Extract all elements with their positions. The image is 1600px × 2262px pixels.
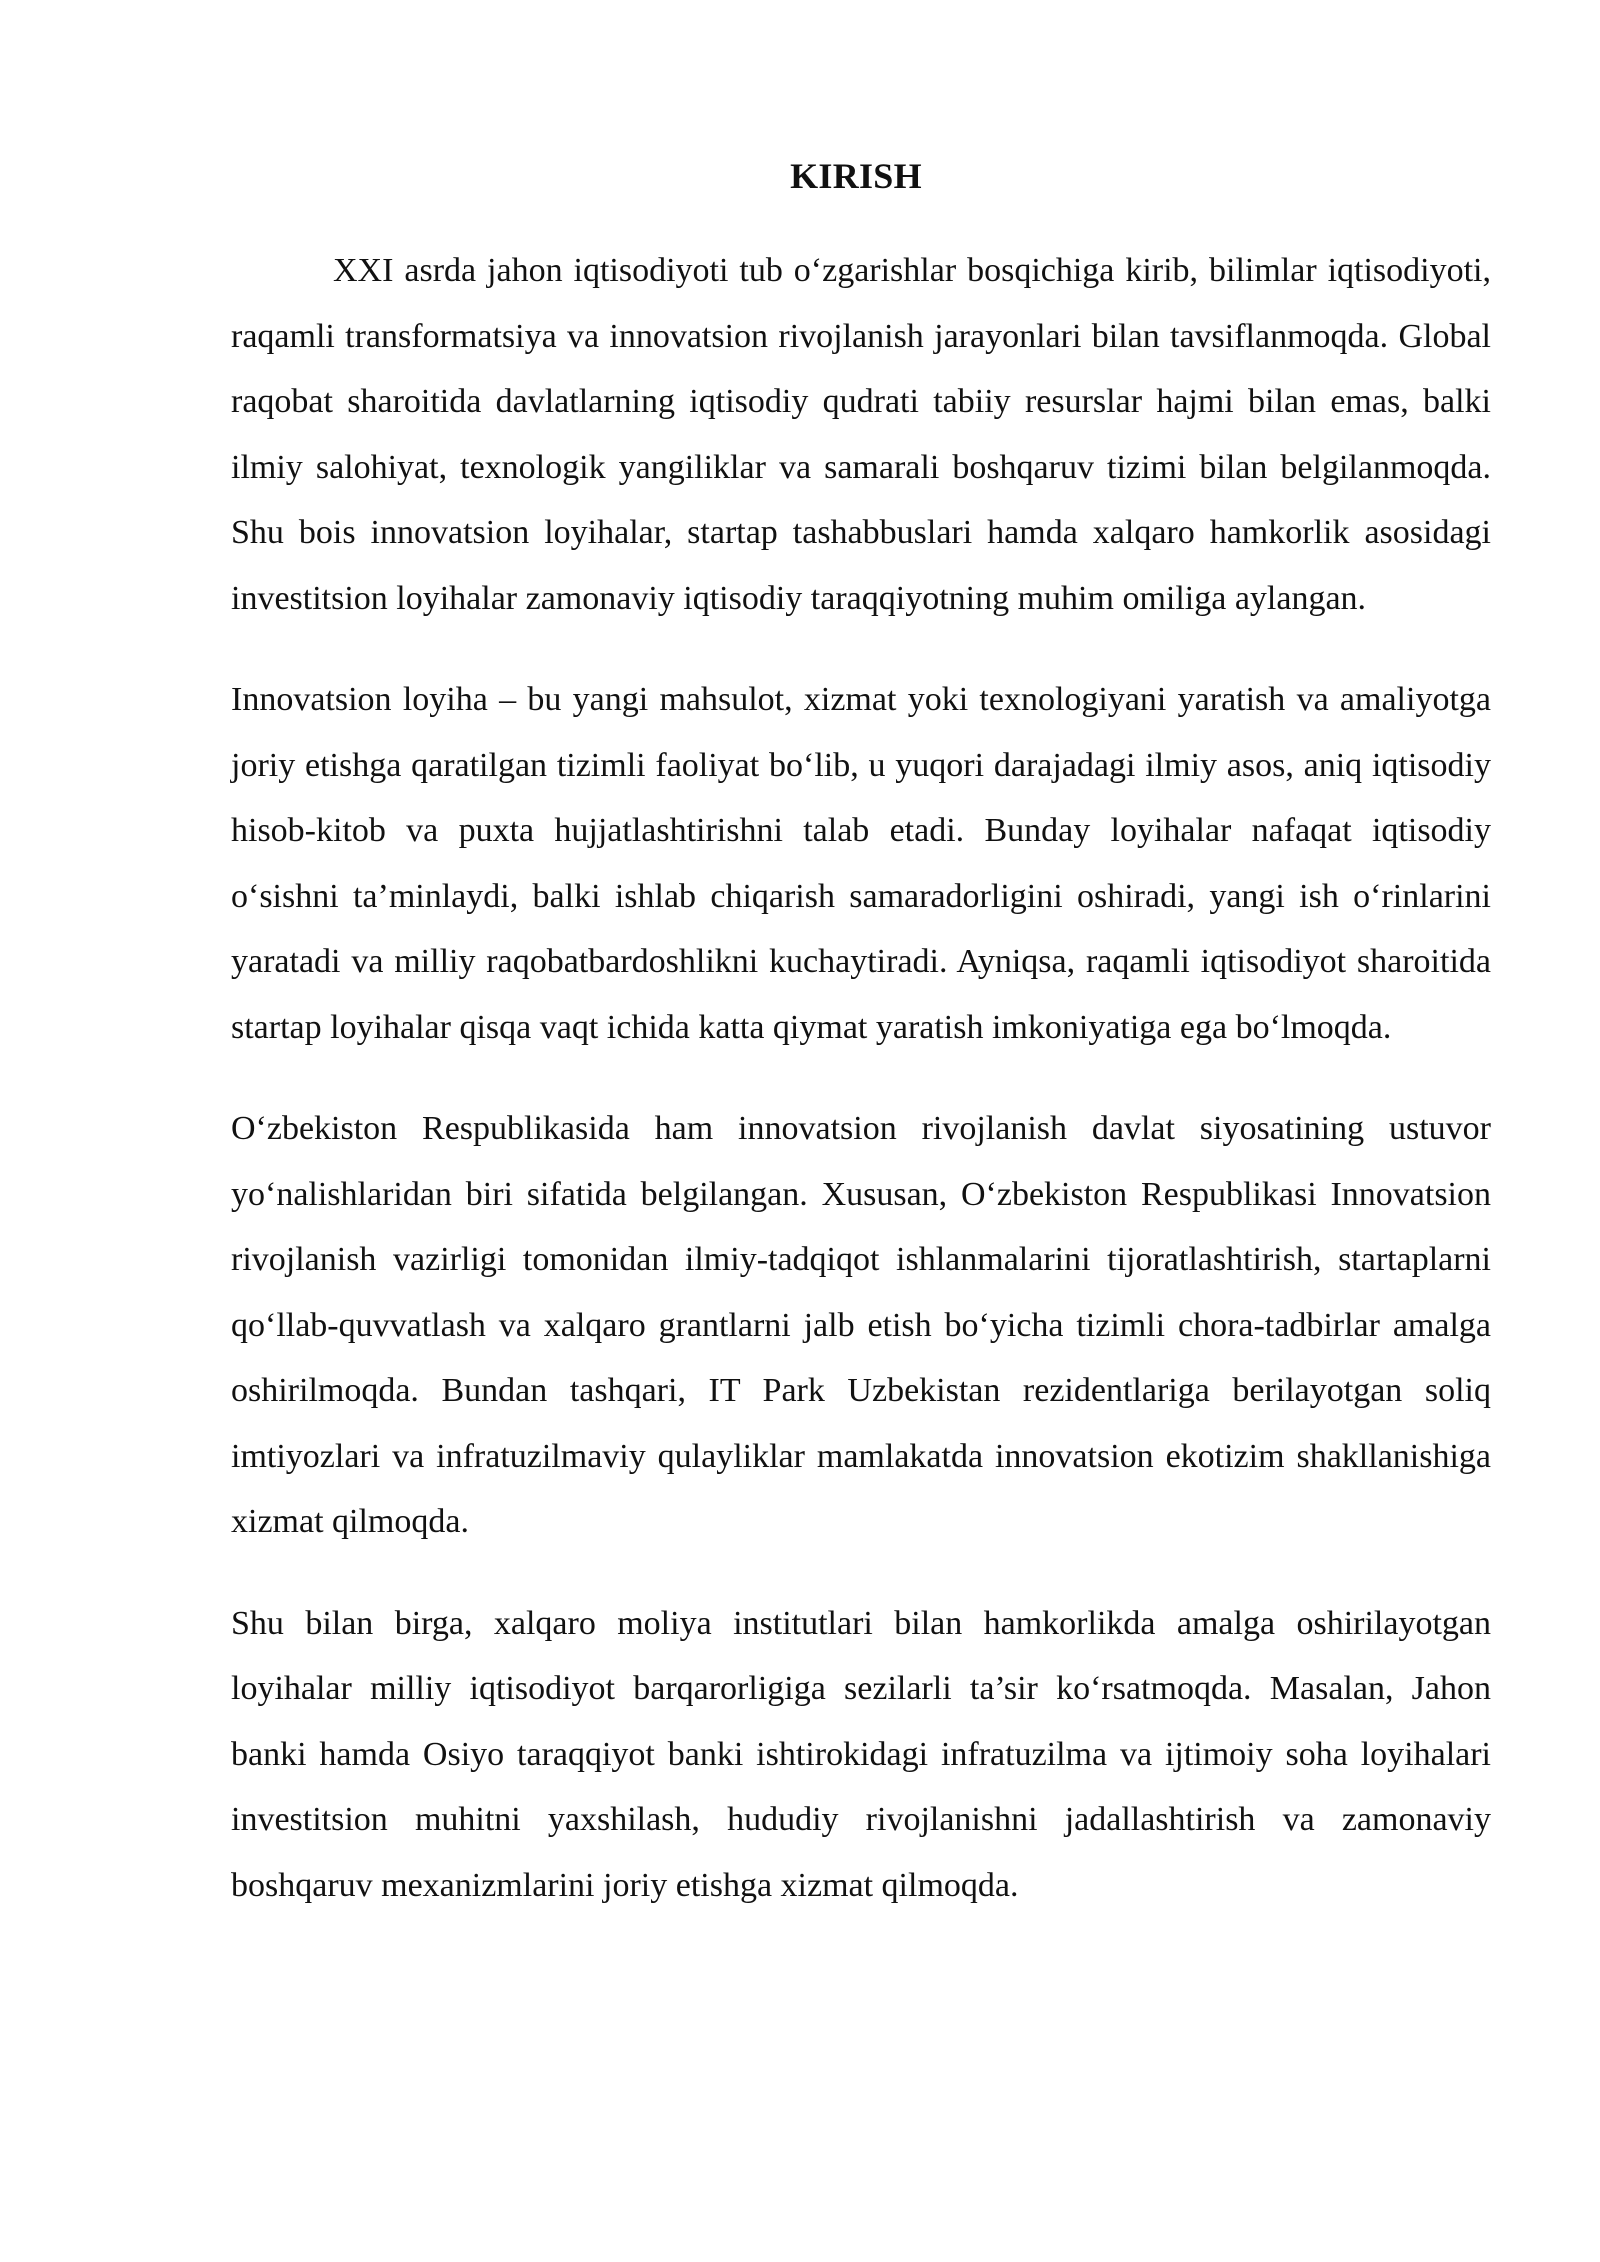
paragraph-intro: XXI asrda jahon iqtisodiyoti tub o‘zgarishlar bosqichiga kirib, bilimlar iqtisodiyoti, raqamli transformatsiya va innovatsion rivojlanish jarayonlari bilan tavsiflanmoqda. Global raqobat sharoitida davlatlarning iqtisodiy qudrati tabiiy resurslar hajmi bilan emas, balki ilmiy salohiyat, texnologik yangiliklar va samarali boshqaruv tizimi bilan belgilanmoqda. Shu bois innovatsion loyihalar, startap tashabbuslari hamda xalqaro hamkorlik asosidagi investitsion loyihalar zamonaviy iqtisodiy taraqqiyotning muhim omiliga aylangan.	[231, 252, 1491, 617]
paragraph-innovation-project: Innovatsion loyiha – bu yangi mahsulot, xizmat yoki texnologiyani yaratish va amaliyotga joriy etishga qaratilgan tizimli faoliyat bo‘lib, u yuqori darajadagi ilmiy asos, aniq iqtisodiy hisob-kitob va puxta hujjatlashtirishni talab etadi. Bunday loyihalar nafaqat iqtisodiy o‘sishni ta’minlaydi, balki ishlab chiqarish samaradorligini oshiradi, yangi ish o‘rinlarini yaratadi va milliy raqobatbardoshlikni kuchaytiradi. Ayniqsa, raqamli iqtisodiyot sharoitida startap loyihalar qisqa vaqt ichida katta qiymat yaratish imkoniyatiga ega bo‘lmoqda.	[231, 681, 1491, 1046]
paragraph-international-cooperation: Shu bilan birga, xalqaro moliya institutlari bilan hamkorlikda amalga oshirilayotgan loyihalar milliy iqtisodiyot barqarorligiga sezilarli ta’sir ko‘rsatmoqda. Masalan, Jahon banki hamda Osiyo taraqqiyot banki ishtirokidagi infratuzilma va ijtimoiy soha loyihalari investitsion muhitni yaxshilash, hududiy rivojlanishni jadallashtirish va zamonaviy boshqaruv mexanizmlarini joriy etishga xizmat qilmoqda.	[231, 1604, 1491, 1904]
section-title: KIRISH	[790, 156, 922, 196]
paragraph-uzbekistan-policy: O‘zbekiston Respublikasida ham innovatsion rivojlanish davlat siyosatining ustuvor yo‘nalishlaridan biri sifatida belgilangan. Xususan, O‘zbekiston Respublikasi Innovatsion rivojlanish vazirligi tomonidan ilmiy-tadqiqot ishlanmalarini tijoratlashtirish, startaplarni qo‘llab-quvvatlash va xalqaro grantlarni jalb etish bo‘yicha tizimli chora-tadbirlar amalga oshirilmoqda. Bundan tashqari, IT Park Uzbekistan rezidentlariga berilayotgan soliq imtiyozlari va infratuzilmaviy qulayliklar mamlakatda innovatsion ekotizim shakllanishiga xizmat qilmoqda.	[231, 1110, 1491, 1540]
